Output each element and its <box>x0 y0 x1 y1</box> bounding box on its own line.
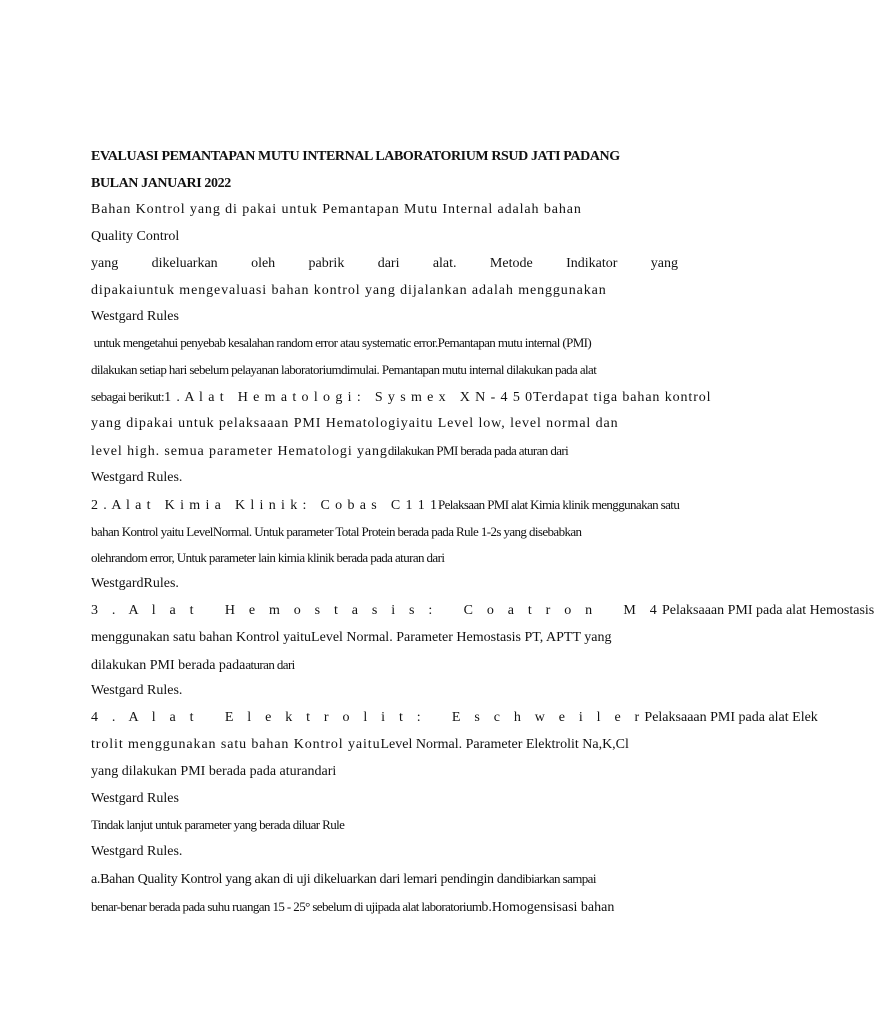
paragraph-3-line-5: level high. semua parameter Hematologi yangdilakukan PMI berada pada aturan dari <box>91 443 569 459</box>
paragraph-4-line-2: bahan Kontrol yaitu LevelNormal. Untuk parameter Total Protein berada pada Rule 1-2s yang disebabkan <box>91 524 582 539</box>
paragraph-4-line-4: WestgardRules. <box>91 576 179 591</box>
paragraph-5-line-2: menggunakan satu bahan Kontrol yaituLevel Normal. Parameter Hemostasis PT, APTT yang <box>91 630 612 645</box>
paragraph-7-line-1: Tindak lanjut untuk parameter yang berada diluar Rule <box>91 817 345 832</box>
paragraph-4-line-1: 2 . A l a t K i m i a K l i n i k : C o b a s C 1 1 1Pelaksaan PMI alat Kimia klinik menggunakan satu <box>91 497 680 513</box>
paragraph-5-line-3: dilakukan PMI berada padaaturan dari <box>91 657 295 673</box>
document-title-line-1: EVALUASI PEMANTAPAN MUTU INTERNAL LABORATORIUM RSUD JATI PADANG <box>91 149 620 164</box>
paragraph-7-line-2: Westgard Rules. <box>91 844 183 859</box>
paragraph-2-line-3: Westgard Rules <box>91 309 179 324</box>
paragraph-4-line-3: olehrandom error, Untuk parameter lain kimia klinik berada pada aturan dari <box>91 550 445 565</box>
paragraph-5-line-4: Westgard Rules. <box>91 683 183 698</box>
paragraph-6-line-2: trolit menggunakan satu bahan Kontrol yaituLevel Normal. Parameter Elektrolit Na,K,Cl <box>91 737 629 752</box>
paragraph-1-line-1: Bahan Kontrol yang di pakai untuk Pemantapan Mutu Internal adalah bahan <box>91 202 582 217</box>
paragraph-8-line-1: a.Bahan Quality Kontrol yang akan di uji dikeluarkan dari lemari pendingin dandibiarkan sampai <box>91 871 596 887</box>
paragraph-3-line-2: dilakukan setiap hari sebelum pelayanan laboratoriumdimulai. Pemantapan mutu internal dilakukan pada alat <box>91 362 597 377</box>
paragraph-6-line-1: 4 . A l a t E l e k t r o l i t : E s c h w e i l e rPelaksaaan PMI pada alat Elek <box>91 710 818 725</box>
paragraph-3-line-1: untuk mengetahui penyebab kesalahan random error atau systematic error.Pemantapan mutu internal (PMI) <box>91 335 592 350</box>
paragraph-3-line-6: Westgard Rules. <box>91 470 183 485</box>
paragraph-5-line-1: 3 . A l a t H e m o s t a s i s : C o a t r o n M 4Pelaksaaan PMI pada alat Hemostasis <box>91 603 874 618</box>
paragraph-6-line-3: yang dilakukan PMI berada pada aturandari <box>91 764 337 779</box>
paragraph-3-line-3: sebagai berikut:1 . A l a t H e m a t o l o g i : S y s m e x X N - 4 5 0Terdapat tiga bahan kontrol <box>91 389 712 405</box>
document-title-line-2: BULAN JANUARI 2022 <box>91 176 231 191</box>
paragraph-3-line-4: yang dipakai untuk pelaksaaan PMI Hematologiyaitu Level low, level normal dan <box>91 416 619 431</box>
paragraph-2-line-1: yang dikeluarkan oleh pabrik dari alat. Metode Indikator yang <box>91 256 678 271</box>
paragraph-2-line-2: dipakaiuntuk mengevaluasi bahan kontrol yang dijalankan adalah menggunakan <box>91 283 607 298</box>
paragraph-1-line-2: Quality Control <box>91 229 180 244</box>
paragraph-6-line-4: Westgard Rules <box>91 791 179 806</box>
paragraph-8-line-2: benar-benar berada pada suhu ruangan 15 - 25° sebelum di ujipada alat laboratoriumb.Homogensisasi bahan <box>91 899 615 915</box>
